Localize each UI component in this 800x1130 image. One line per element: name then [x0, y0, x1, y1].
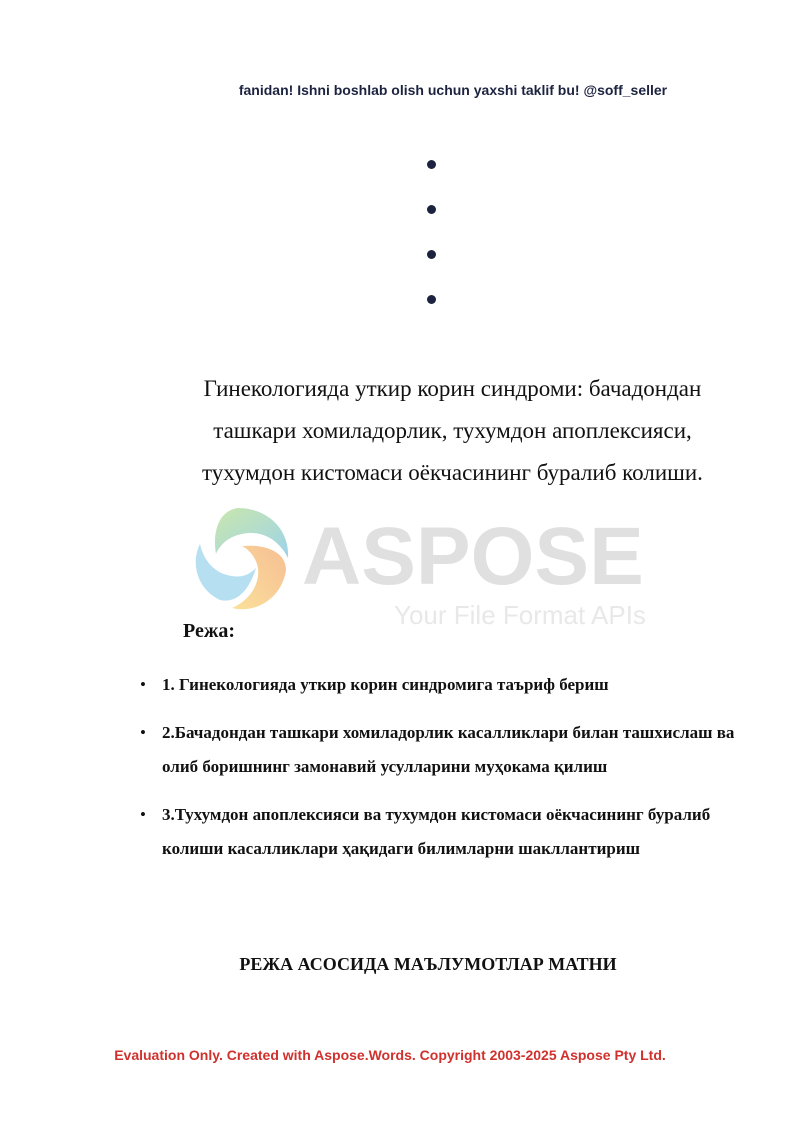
plan-item-bullet: • [140, 723, 146, 742]
aspose-watermark [190, 500, 680, 630]
plan-item-text: 3.Тухумдон апоплексияси ва тухумдон кистомаси оёкчасининг буралиб колиши касалликлари ҳақидаги билимларни шакллантириш [162, 805, 711, 858]
plan-item-bullet: • [140, 805, 146, 824]
evaluation-footer: Evaluation Only. Created with Aspose.Words. Copyright 2003-2025 Aspose Pty Ltd. [114, 1047, 666, 1063]
plan-item [140, 798, 750, 866]
title-line: Гинекологияда уткир корин синдроми: бачадондан [203, 376, 702, 401]
title-line: ташкари хомиладорлик, тухумдон апоплексияси, [213, 418, 692, 443]
header-note: fanidan! Ishni boshlab olish uchun yaxshi taklif bu! @soff_seller [238, 82, 668, 98]
dot-bullet [427, 250, 436, 259]
plan-item-text: 2.Бачадондан ташкари хомиладорлик касалликлари билан ташхислаш ва олиб боришнинг замонавий усулларини муҳокама қилиш [162, 723, 735, 776]
dot-bullet [427, 160, 436, 169]
watermark-brand: ASPOSE [302, 511, 644, 602]
aspose-swirl-logo-icon [196, 508, 288, 609]
title-line: тухумдон кистомаси оёкчасининг буралиб колиши. [202, 460, 703, 485]
plan-item [140, 668, 750, 702]
plan-list [140, 668, 750, 880]
plan-item-text: 1. Гинекологияда уткир корин синдромига таъриф бериш [162, 675, 609, 694]
plan-heading: Режа: [183, 620, 235, 642]
document-title [140, 368, 765, 494]
watermark-tagline: Your File Format APIs [394, 600, 646, 630]
plan-item-bullet: • [140, 675, 146, 694]
dot-bullet [427, 295, 436, 304]
dot-bullet-list [427, 160, 436, 340]
section-heading: РЕЖА АСОСИДА МАЪЛУМОТЛАР МАТНИ [239, 954, 617, 974]
dot-bullet [427, 205, 436, 214]
plan-item [140, 716, 750, 784]
